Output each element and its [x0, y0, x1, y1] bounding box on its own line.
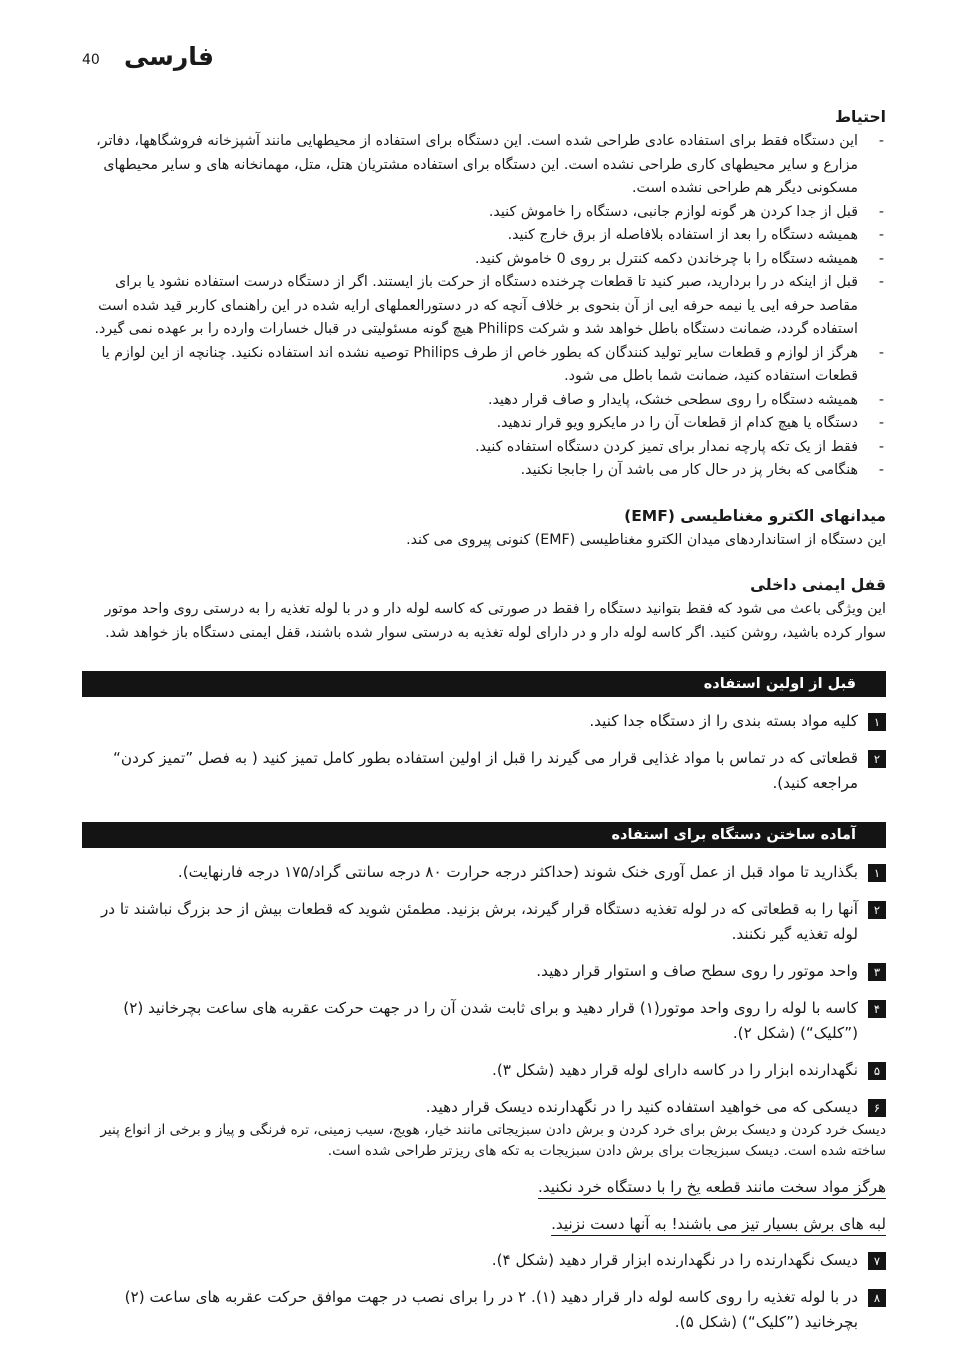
language-title: فارسی [124, 42, 215, 71]
step-item: ۵ نگهدارنده ابزار را در کاسه دارای لوله قرار دهید (شکل ۳). [82, 1058, 886, 1083]
dash-icon: - [878, 203, 884, 220]
list-item: - قبل از جدا کردن هر گونه لوازم جانبی، دستگاه را خاموش کنید. [82, 201, 886, 225]
step-number: ۷ [868, 1252, 886, 1270]
list-item: - این دستگاه فقط برای استفاده عادی طراحی شده است. این دستگاه برای استفاده از محیطهایی مانند آشپزخانه فروشگاهها، دفاتر، مزارع و سایر محیطهای کاری طراحی نشده است. این دستگاه برای استفاده مشتریان هتل، متل، مهمانخانه های و سایر محیطهای مسکونی دیگر هم طراحی نشده است. [82, 130, 886, 201]
manual-page [82, 40, 886, 1335]
list-item: - دستگاه یا هیچ کدام از قطعات آن را در مایکرو ویو قرار ندهید. [82, 412, 886, 436]
dash-icon: - [878, 391, 884, 408]
dash-icon: - [878, 344, 884, 361]
step-item: ۸ در با لوله تغذیه را روی کاسه لوله دار قرار دهید (۱). ۲ در را برای نصب در جهت موافق حرکت عقربه های ساعت (۲) بچرخانید (”کلیک“) (شکل ۵). [82, 1285, 886, 1335]
warning-block [82, 1199, 886, 1236]
warning-block [82, 1162, 886, 1199]
dash-icon: - [878, 250, 884, 267]
caution-list [82, 130, 886, 483]
page-number: 40 [82, 52, 100, 68]
step-item: ۴ کاسه با لوله را روی واحد موتور(۱) قرار دهید و برای ثابت شدن آن را در جهت حرکت عقربه های ساعت بچرخانید (۲) (”کلیک“) (شکل ۲). [82, 996, 886, 1046]
step-item: ۳ واحد موتور را روی سطح صاف و استوار قرار دهید. [82, 959, 886, 984]
dash-icon: - [878, 415, 884, 431]
step-number: ۵ [868, 1062, 886, 1080]
step-item: ۲ قطعاتی که در تماس با مواد غذایی قرار می گیرند را قبل از اولین استفاده بطور کامل تمیز کنید ( به فصل ”تمیز کردن“ مراجعه کنید). [82, 746, 886, 796]
lock-heading: قفل ایمنی داخلی [750, 576, 886, 594]
dash-icon: - [878, 274, 884, 290]
step-number: ۲ [868, 901, 886, 919]
step-number: ۱ [868, 713, 886, 731]
emf-text: این دستگاه از استانداردهای میدان الکترو مغناطیسی (EMF) کنونی پیروی می کند. [406, 531, 886, 548]
step-item: ۲ آنها را به قطعاتی که در لوله تغذیه دستگاه قرار گیرند، برش بزنید. مطمئن شوید که قطعات بیش از حد بزرگ نباشند تا در لوله تغذیه گیر نکنند. [82, 897, 886, 947]
disc-note: دیسک خرد کردن و دیسک برش برای خرد کردن و برش دادن سبزیجاتی مانند خیار، هویج، سیب زمینی، تره فرنگی و پیاز و برخی از انواع پنیر ساخته شده است. دیسک سبزیجات برای برش دادن سبزیجات به تکه های ریزتر طراحی شده است. [100, 1122, 886, 1159]
list-item: - فقط از یک تکه پارچه نمدار برای تمیز کردن دستگاه استفاده کنید. [82, 436, 886, 460]
step-item: ۷ دیسک نگهدارنده را در نگهدارنده ابزار قرار دهید (شکل ۴). [82, 1248, 886, 1273]
dash-icon: - [878, 133, 884, 149]
emf-heading: میدانهای الکترو مغناطیسی (EMF) [624, 506, 886, 525]
list-item: - هرگز از لوازم و قطعات سایر تولید کنندگان که بطور خاص از طرف Philips توصیه نشده اند استفاده نکنید. چنانچه از این لوازم یا قطعات استفاده کنید، ضمانت شما باطل می شود. [82, 342, 886, 389]
section-heading-prepare: آماده ساختن دستگاه برای استفاده [82, 822, 886, 848]
step-item: ۱ کلیه مواد بسته بندی را از دستگاه جدا کنید. [82, 709, 886, 734]
caution-heading: احتیاط [834, 108, 886, 126]
list-item: - همیشه دستگاه را روی سطحی خشک، پایدار و صاف قرار دهید. [82, 389, 886, 413]
warning-text: لبه های برش بسیار تیز می باشند! به آنها دست نزنید. [551, 1213, 886, 1236]
section-heading-before-first-use: قبل از اولین استفاده [82, 671, 886, 697]
dash-icon: - [878, 227, 884, 243]
list-item: - همیشه دستگاه را بعد از استفاده بلافاصله از برق خارج کنید. [82, 224, 886, 248]
step-number: ۸ [868, 1289, 886, 1307]
step-item: ۱ بگذارید تا مواد قبل از عمل آوری خنک شوند (حداکثر درجه حرارت ۸۰ درجه سانتی گراد/۱۷۵ درجه فارنهایت). [82, 860, 886, 885]
dash-icon: - [878, 462, 884, 478]
step-number: ۶ [868, 1099, 886, 1117]
list-item: - هنگامی که بخار پز در حال کار می باشد آن را جابجا نکنید. [82, 459, 886, 483]
page-header [82, 40, 886, 80]
warning-text: هرگز مواد سخت مانند قطعه یخ را با دستگاه خرد نکنید. [538, 1176, 886, 1199]
dash-icon: - [878, 438, 884, 455]
step-number: ۲ [868, 750, 886, 768]
step-item: ۶ دیسکی که می خواهید استفاده کنید را در نگهدارنده دیسک قرار دهید. [82, 1095, 886, 1120]
lock-text: این ویژگی باعث می شود که فقط بتوانید دستگاه را فقط در صورتی که کاسه لوله دار و در با لوله تغذیه را به درستی روی واحد موتور سوار کرده باشید، روشن کنید. اگر کاسه لوله دار و در دارای لوله تغذیه به درستی سوار شده باشند، قفل ایمنی دستگاه باز خواهد شد. [104, 601, 886, 641]
list-item: - همیشه دستگاه را با چرخاندن دکمه کنترل بر روی 0 خاموش کنید. [82, 248, 886, 272]
content [82, 106, 886, 1335]
list-item: - قبل از اینکه در را بردارید، صبر کنید تا قطعات چرخنده دستگاه از حرکت باز ایستند. اگر از دستگاه درست استفاده نشود یا برای مقاصد حرفه ایی یا نیمه حرفه ایی از آن بنحوی بر خلاف آنچه که در دستورالعملهای ارایه شده در این راهنمای کاربر قید شده است استفاده گردد، ضمانت دستگاه باطل خواهد شد و شرکت Philips هیچ گونه مسئولیتی در قبال خسارات وارده را بر عهده نمی گیرد. [82, 271, 886, 342]
step-number: ۱ [868, 864, 886, 882]
step-number: ۳ [868, 963, 886, 981]
step-number: ۴ [868, 1000, 886, 1018]
